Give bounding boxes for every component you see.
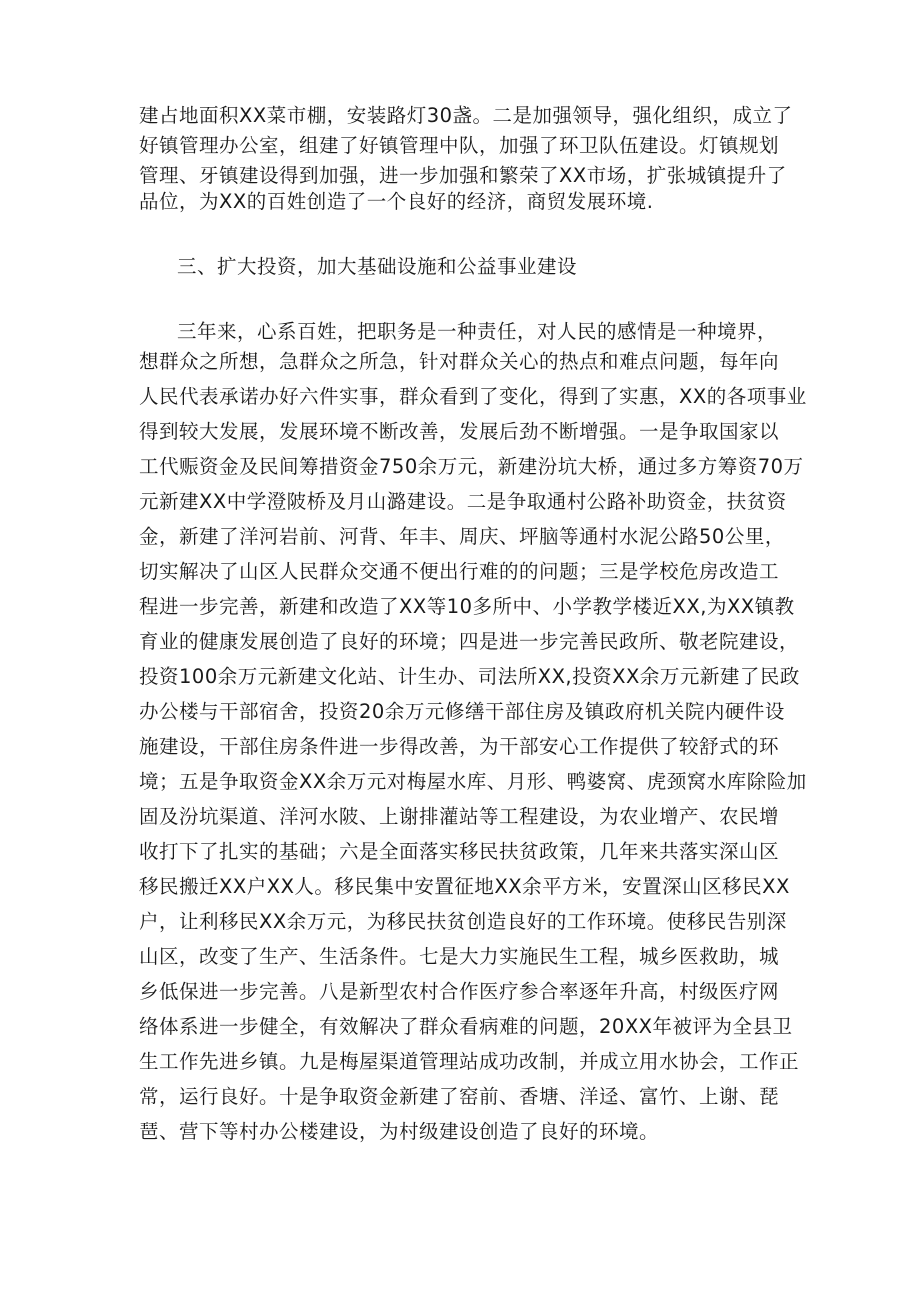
- paragraph-line: 程进一步完善，新建和改造了XX等10多所中、小学教学楼近XX,为XX镇教: [139, 595, 795, 618]
- paragraph-line: 乡低保进一步完善。八是新型农村合作医疗参合率逐年升高，村级医疗网: [139, 980, 780, 1003]
- paragraph-line: 育业的健康发展创造了良好的环境；四是进一步完善民政所、敬老院建设，: [139, 630, 800, 653]
- paragraph-line: 收打下了扎实的基础；六是全面落实移民扶贫政策，几年来共落实深山区: [139, 840, 780, 863]
- paragraph-line: 琶、营下等村办公楼建设，为村级建设创造了良好的环境。: [139, 1120, 660, 1143]
- paragraph-line: 金，新建了洋河岩前、河背、年丰、周庆、坪脑等通村水泥公路50公里，: [139, 525, 785, 548]
- paragraph-line: 办公楼与干部宿舍，投资20余万元修缮干部住房及镇政府机关院内硬件设: [139, 700, 785, 723]
- paragraph-line: 想群众之所想，急群众之所急，针对群众关心的热点和难点问题，每年向: [139, 350, 780, 373]
- paragraph-line: 施建设，干部住房条件进一步得改善，为干部安心工作提供了较舒式的环: [139, 735, 780, 758]
- paragraph-line: 得到较大发展，发展环境不断改善，发展后劲不断增强。一是争取国家以: [139, 420, 780, 443]
- paragraph-line: 建占地面积XX菜市棚，安装路灯30盏。二是加强领导，强化组织，成立了: [139, 104, 793, 127]
- paragraph-line: 人民代表承诺办好六件实事，群众看到了变化，得到了实惠，XX的各项事业: [139, 385, 807, 408]
- paragraph-line: 常，运行良好。十是争取资金新建了窑前、香塘、洋迳、富竹、上谢、琵: [139, 1085, 780, 1108]
- paragraph-line: 络体系进一步健全，有效解决了群众看病难的问题，20XX年被评为全县卫: [139, 1015, 793, 1038]
- paragraph-line: 固及汾坑渠道、洋河水陂、上谢排灌站等工程建设，为农业增产、农民增: [139, 805, 780, 828]
- paragraph-line: 管理、牙镇建设得到加强，进一步加强和繁荣了XX市场，扩张城镇提升了: [139, 164, 787, 187]
- paragraph-line: 户，让利移民XX余万元，为移民扶贫创造良好的工作环境。使移民告别深: [139, 910, 787, 933]
- paragraph-line: 元新建XX中学澄陂桥及月山潞建设。二是争取通村公路补助资金，扶贫资: [139, 490, 787, 513]
- paragraph-line: 投资100余万元新建文化站、计生办、司法所XX,投资XX余万元新建了民政: [139, 665, 800, 688]
- paragraph-line: 境；五是争取资金XX余万元对梅屋水库、月形、鸭婆窝、虎颈窝水库除险加: [139, 770, 807, 793]
- paragraph-line: 切实解决了山区人民群众交通不便出行难的的问题；三是学校危房改造工: [139, 560, 780, 583]
- paragraph-line: 工代赈资金及民间筹措资金750余万元，新建汾坑大桥，通过多方筹资70万: [139, 455, 804, 478]
- paragraph-line: 生工作先进乡镇。九是梅屋渠道管理站成功改制，并成立用水协会，工作正: [139, 1050, 800, 1073]
- paragraph-line: 山区，改变了生产、生活条件。七是大力实施民生工程，城乡医救助，城: [139, 945, 780, 968]
- paragraph-line: 品位，为XX的百姓创造了一个良好的经济，商贸发展环境.: [139, 190, 654, 213]
- paragraph-line: 移民搬迁XX户XX人。移民集中安置征地XX余平方米，安置深山区移民XX: [139, 875, 790, 898]
- paragraph-line: 三年来，心系百姓，把职务是一种责任，对人民的感情是一种境界，: [177, 320, 778, 343]
- section-heading: 三、扩大投资，加大基础设施和公益事业建设: [177, 255, 578, 278]
- paragraph-line: 好镇管理办公室，组建了好镇管理中队，加强了环卫队伍建设。灯镇规划: [139, 134, 780, 157]
